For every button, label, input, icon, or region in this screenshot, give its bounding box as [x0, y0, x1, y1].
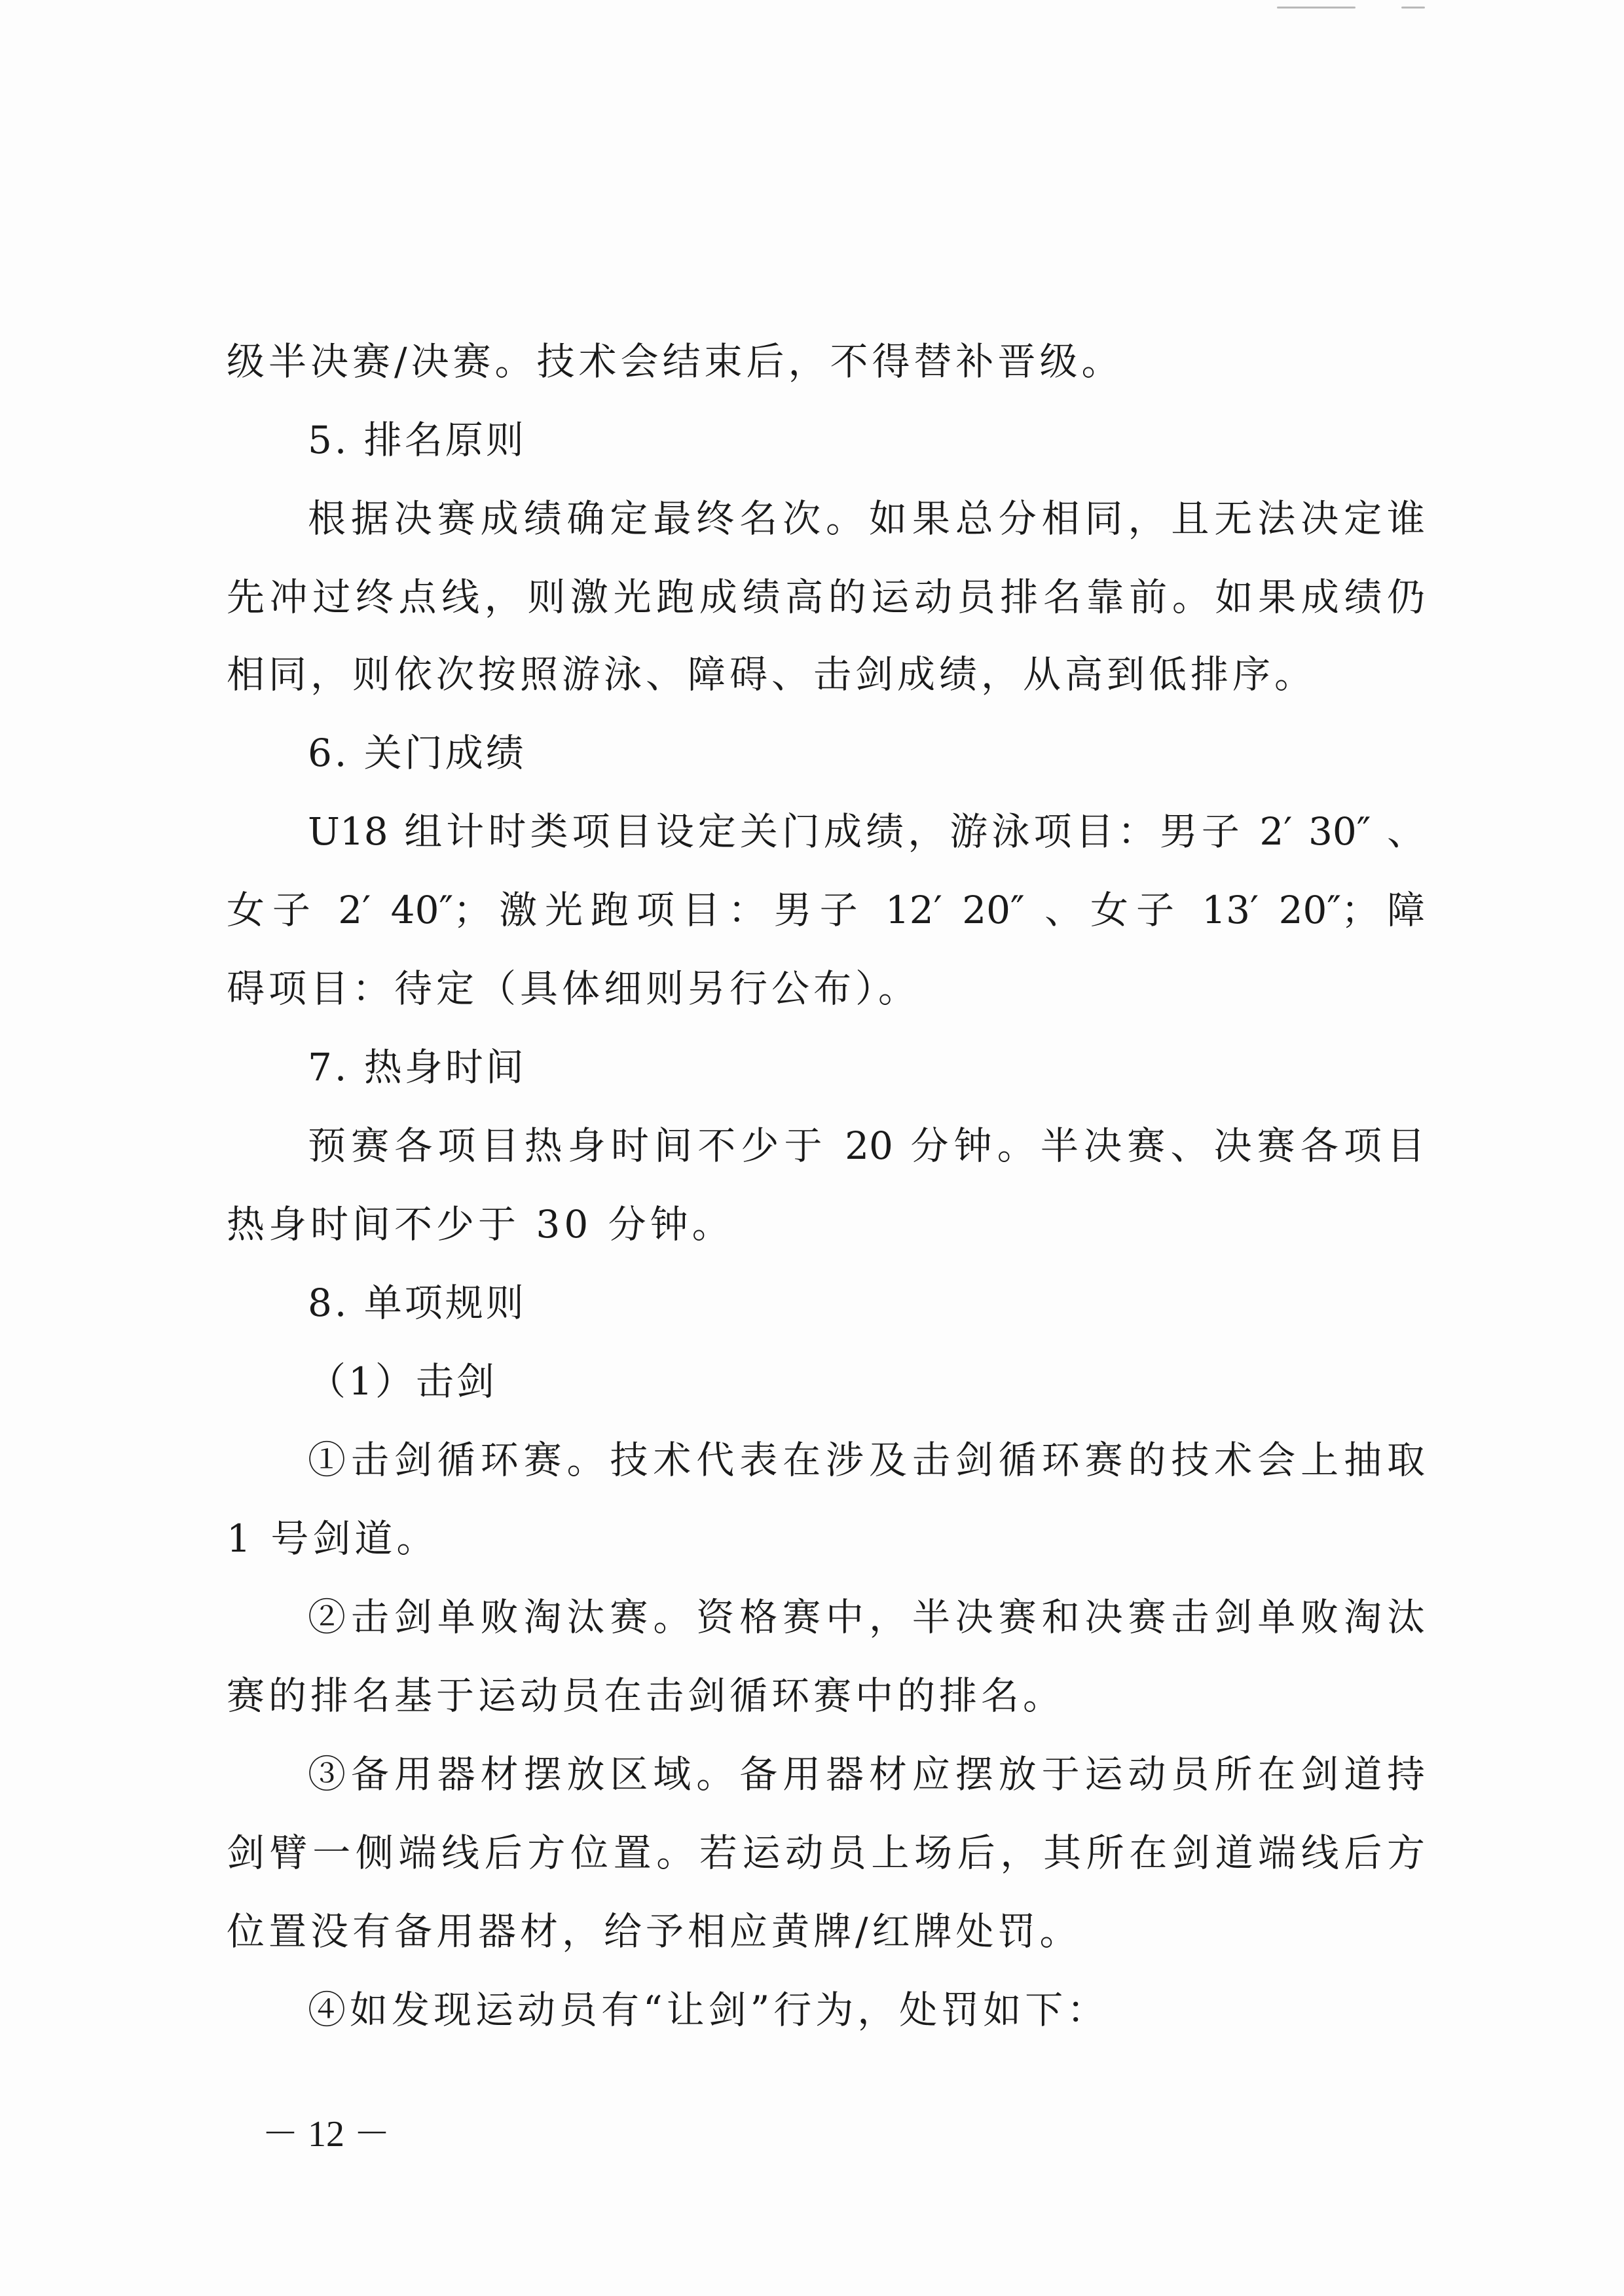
text-line: ②击剑单败淘汰赛。资格赛中，半决赛和决赛击剑单败淘汰 [308, 1595, 1425, 1639]
text-line: ④如发现运动员有“让剑”行为，处罚如下： [308, 1988, 1109, 2032]
text-line: 位置没有备用器材，给予相应黄牌/红牌处罚。 [227, 1909, 1082, 1954]
text-line: 赛的排名基于运动员在击剑循环赛中的排名。 [227, 1673, 1065, 1718]
section-heading: 5. 排名原则 [308, 418, 526, 462]
text-line: 先冲过终点线，则激光跑成绩高的运动员排名靠前。如果成绩仍 [227, 575, 1425, 619]
section-heading: 7. 热身时间 [308, 1045, 526, 1089]
section-heading: 8. 单项规则 [308, 1281, 526, 1325]
subsection-heading: （1）击剑 [308, 1359, 497, 1404]
text-line: 相同，则依次按照游泳、障碍、击剑成绩，从高到低排序。 [227, 652, 1317, 697]
page-number: － 12 － [262, 2114, 390, 2155]
text-line: 女子 2′ 40″；激光跑项目：男子 12′ 20″ 、女子 13′ 20″；障 [227, 888, 1425, 932]
text-line: 预赛各项目热身时间不少于 20 分钟。半决赛、决赛各项目 [308, 1123, 1425, 1168]
text-line: 1 号剑道。 [227, 1516, 439, 1561]
text-line: ①击剑循环赛。技术代表在涉及击剑循环赛的技术会上抽取 [308, 1438, 1425, 1482]
text-line: 级半决赛/决赛。技术会结束后，不得替补晋级。 [227, 339, 1124, 384]
scan-artifact [1277, 7, 1356, 9]
text-line: U18 组计时类项目设定关门成绩，游泳项目：男子 2′ 30″ 、 [308, 809, 1425, 854]
text-line: 剑臂一侧端线后方位置。若运动员上场后，其所在剑道端线后方 [227, 1831, 1425, 1875]
scan-artifact [1401, 7, 1425, 9]
text-line: 热身时间不少于 30 分钟。 [227, 1202, 734, 1247]
text-line: 根据决赛成绩确定最终名次。如果总分相同，且无法决定谁 [308, 496, 1425, 541]
section-heading: 6. 关门成绩 [308, 731, 526, 775]
text-line: 碍项目：待定（具体细则另行公布）。 [227, 966, 921, 1011]
text-line: ③备用器材摆放区域。备用器材应摆放于运动员所在剑道持 [308, 1752, 1425, 1796]
